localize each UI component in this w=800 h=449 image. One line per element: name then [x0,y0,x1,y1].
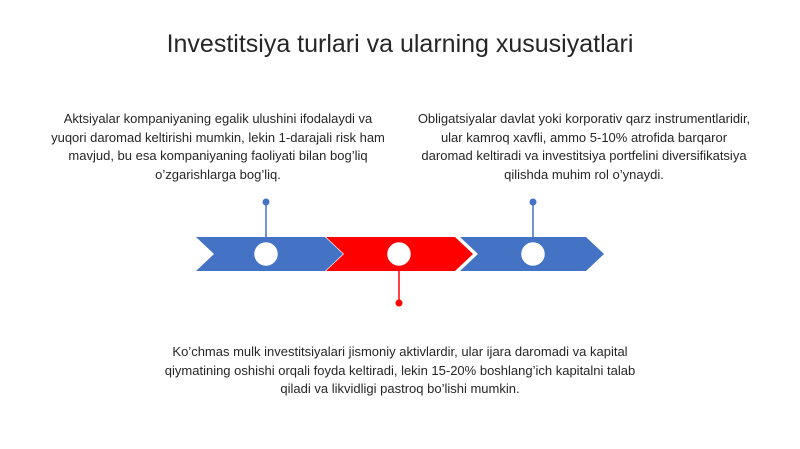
bonds-description: Obligatsiyalar davlat yoki korporativ qarz instrumentlaridir, ular kamroq xavfli, ammo 5-10% atrofida barqaror daromad keltiradi va investitsiya portfelini diversifikatsiya qilishda muhim rol o’ynaydi. [417,111,751,182]
stocks-description: Aktsiyalar kompaniyaning egalik ulushini ifodalaydi va yuqori daromad keltirishi mumkin, lekin 1-darajali risk ham mavjud, bu esa kompaniyaning faoliyati bilan bog’liq o’zgarishlarga bog’liq. [51,111,385,182]
timeline-marker-1 [252,240,280,268]
connector-dot-2 [396,300,403,307]
slide-title: Investitsiya turlari va ularning xususiyatlari [166,30,634,58]
timeline-marker-3 [519,240,547,268]
connector-dot-1 [263,199,270,206]
timeline-marker-2 [385,240,413,268]
connector-dot-3 [530,199,537,206]
real-estate-description: Ko’chmas mulk investitsiyalari jismoniy aktivlardir, ular ijara daromadi va kapital qiymatining oshishi orqali foyda keltiradi, lekin 15-20% boshlang’ich kapitalni talab qiladi va likvidligi pastroq bo’lishi mumkin. [164,344,636,396]
